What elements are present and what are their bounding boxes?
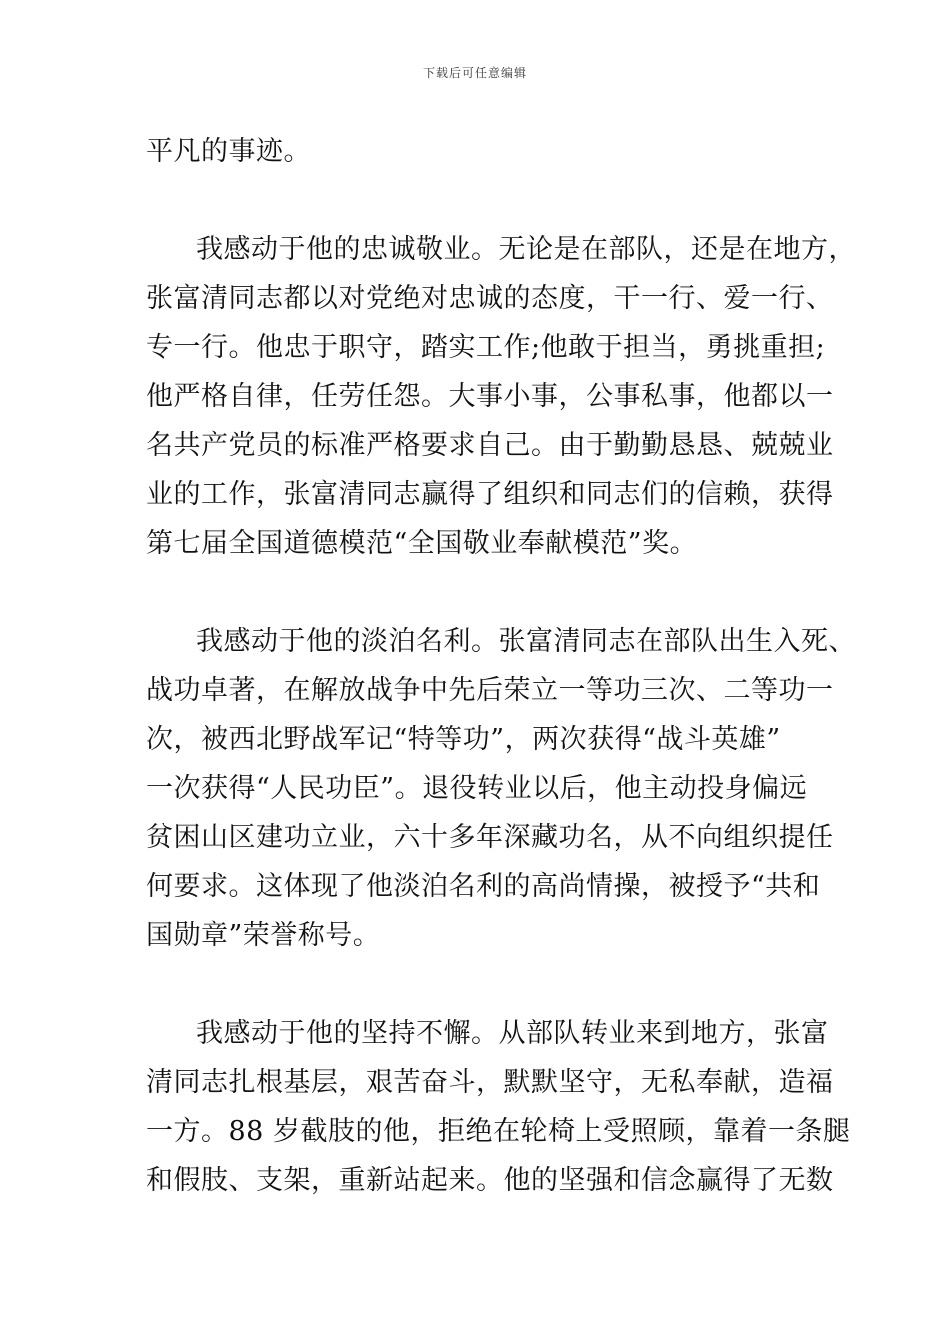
text-line: 平凡的事迹。 — [146, 136, 311, 167]
text-line: 何要求。这体现了他淡泊名利的高尚情操，被授予“共和 — [146, 871, 821, 902]
text-line: 一次获得“人民功臣”。退役转业以后，他主动投身偏远 — [146, 773, 808, 804]
text-line: 第七届全国道德模范“全国敬业奉献模范”奖。 — [146, 528, 698, 559]
text-line: 他严格自律，任劳任怨。大事小事，公事私事，他都以一 — [146, 381, 834, 412]
text-line: 张富清同志都以对党绝对忠诚的态度，干一行、爱一行、 — [146, 283, 834, 314]
text-line: 我感动于他的坚持不懈。从部队转业来到地方，张富 — [196, 1018, 829, 1049]
text-line: 次，被西北野战军记“特等功”，两次获得“战斗英雄” — [146, 724, 781, 755]
document-body — [146, 127, 856, 1205]
text-line: 战功卓著，在解放战争中先后荣立一等功三次、二等功一 — [146, 675, 834, 706]
text-line: 和假肢、支架，重新站起来。他的坚强和信念赢得了无数 — [146, 1165, 834, 1196]
text-line: 我感动于他的忠诚敬业。无论是在部队，还是在地方， — [196, 234, 856, 265]
text-line: 清同志扎根基层，艰苦奋斗，默默坚守，无私奉献，造福 — [146, 1067, 834, 1098]
text-line: 我感动于他的淡泊名利。张富清同志在部队出生入死、 — [196, 626, 856, 657]
paragraph-gap — [146, 568, 826, 617]
text-line: 专一行。他忠于职守，踏实工作;他敢于担当，勇挑重担; — [146, 332, 826, 363]
page-header: 下载后可任意编辑 — [422, 66, 527, 80]
paragraph-gap — [146, 960, 826, 1009]
text-line: 一方。88 岁截肢的他，拒绝在轮椅上受照顾，靠着一条腿 — [146, 1116, 851, 1147]
text-line: 国勋章”荣誉称号。 — [146, 920, 381, 951]
text-line: 名共产党员的标准严格要求自己。由于勤勤恳恳、兢兢业 — [146, 430, 834, 461]
text-line: 业的工作，张富清同志赢得了组织和同志们的信赖，获得 — [146, 479, 834, 510]
text-line: 贫困山区建功立业，六十多年深藏功名，从不向组织提任 — [146, 822, 834, 853]
paragraph-gap — [146, 176, 826, 225]
